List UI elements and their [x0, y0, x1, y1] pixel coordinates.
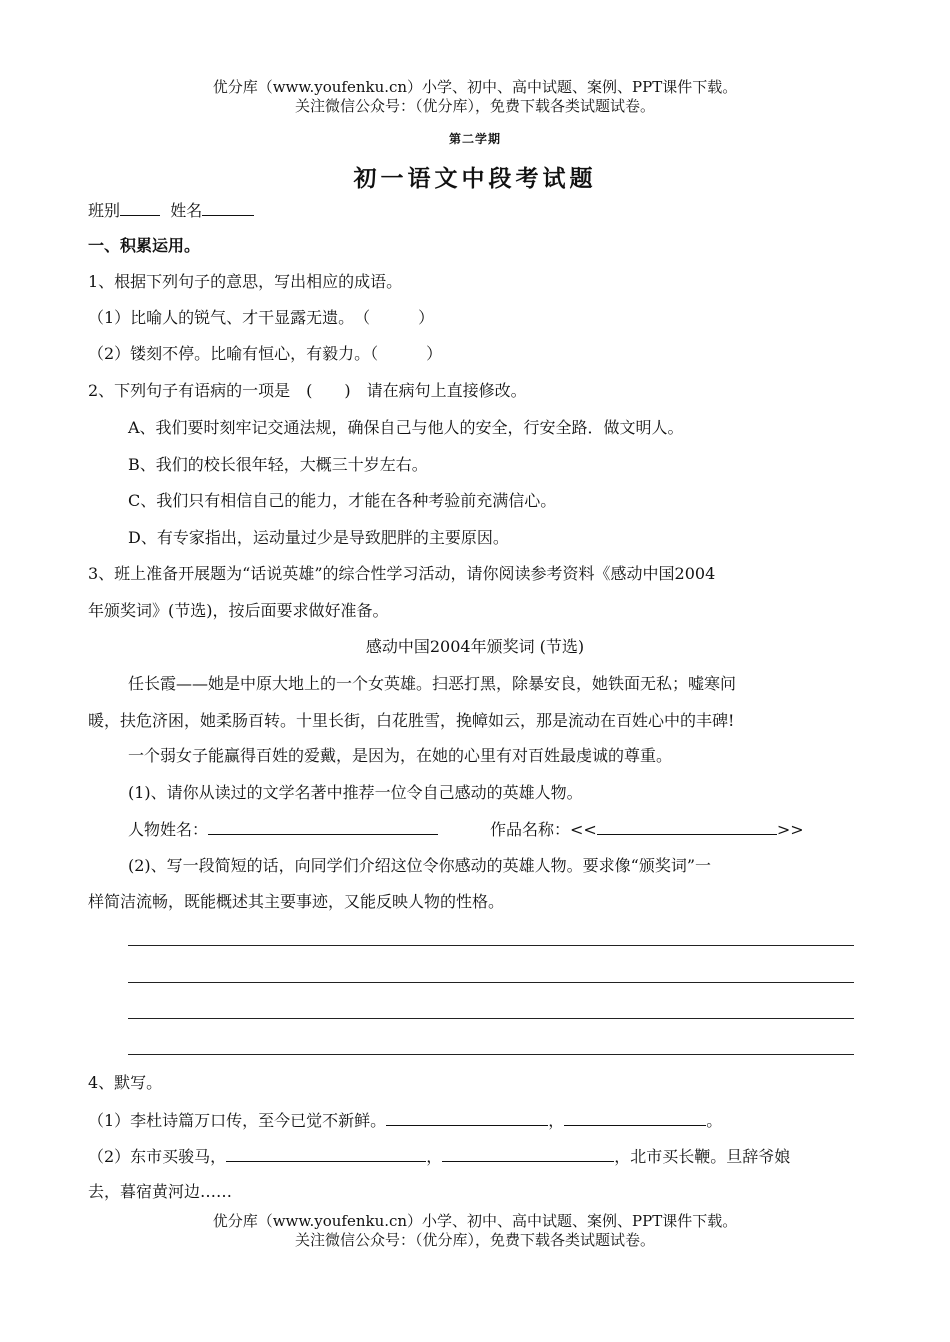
q4-item-1-blank-1[interactable]: [386, 1109, 548, 1126]
q3-stem-line-2: 年颁奖词》(节选)，按后面要求做好准备。: [88, 601, 389, 620]
q2-option-b: B、我们的校长很年轻，大概三十岁左右。: [128, 455, 428, 474]
person-name-label: 人物姓名：: [128, 820, 209, 839]
answer-line-3[interactable]: [128, 1018, 854, 1019]
q2-option-c: C、我们只有相信自己的能力，才能在各种考验前充满信心。: [128, 491, 557, 510]
q4-item-2-blank-2[interactable]: [442, 1145, 614, 1162]
work-title-close: >>: [776, 820, 804, 839]
answer-line-1[interactable]: [128, 945, 854, 946]
class-blank[interactable]: [120, 199, 160, 216]
q2-stem: 2、下列句子有语病的一项是 ( ) 请在病句上直接修改。: [88, 381, 527, 400]
reference-title: 感动中国2004年颁奖词 (节选): [365, 637, 585, 656]
reference-para-line-1: 任长霞——她是中原大地上的一个女英雄。扫恶打黑，除暴安良，她铁面无私；嘘寒问: [128, 674, 737, 693]
person-name-blank[interactable]: [208, 818, 438, 835]
section-1-heading: 一、积累运用。: [88, 236, 201, 255]
footer-line-2: 关注微信公众号：（优分库），免费下载各类试题试卷。: [294, 1231, 655, 1249]
reference-para-line-2: 暖，扶危济困，她柔肠百转。十里长街，白花胜雪，挽幛如云，那是流动在百姓心中的丰碑!: [88, 711, 735, 730]
q4-item-2-comma: ，: [426, 1147, 443, 1166]
reference-para-line-3: 一个弱女子能赢得百姓的爱戴，是因为，在她的心里有对百姓最虔诚的尊重。: [128, 746, 673, 765]
q4-item-2-end: ，北市买长鞭。旦辞爷娘: [614, 1147, 791, 1166]
q4-item-2-blank-1[interactable]: [226, 1145, 426, 1162]
q4-stem: 4、默写。: [88, 1073, 163, 1092]
answer-line-4[interactable]: [128, 1054, 854, 1055]
q4-item-1: [88, 1109, 722, 1132]
q2-option-d: D、有专家指出，运动量过少是导致肥胖的主要原因。: [128, 528, 509, 547]
q3-sub-2-line-2: 样简洁流畅，既能概述其主要事迹，又能反映人物的性格。: [88, 892, 505, 911]
name-label: 姓名: [170, 201, 203, 220]
q3-stem-line-1: 3、班上准备开展题为“话说英雄”的综合性学习活动，请你阅读参考资料《感动中国2004: [88, 564, 716, 583]
q1-stem: 1、根据下列句子的意思，写出相应的成语。: [88, 272, 403, 291]
q4-item-2: [88, 1145, 790, 1168]
header-line-2: 关注微信公众号：（优分库），免费下载各类试题试卷。: [294, 97, 655, 115]
q4-item-1-comma: ，: [548, 1111, 565, 1130]
student-info: [88, 199, 254, 222]
class-label: 班别: [88, 201, 121, 220]
semester-subtitle: 第二学期: [448, 132, 501, 146]
q4-item-1-period: 。: [706, 1111, 723, 1130]
q3-sub-1: (1)、请你从读过的文学名著中推荐一位令自己感动的英雄人物。: [128, 783, 583, 802]
q1-item-2: （2）镂刻不停。比喻有恒心，有毅力。（ ）: [88, 344, 443, 363]
footer-line-1: 优分库（www.youfenku.cn）小学、初中、高中试题、案例、PPT课件下载。: [212, 1212, 738, 1230]
q4-item-2-text: （2）东市买骏马，: [88, 1147, 227, 1166]
q2-option-a: A、我们要时刻牢记交通法规，确保自己与他人的安全，行安全路．做文明人。: [128, 418, 684, 437]
page-title: 初一语文中段考试题: [353, 165, 597, 192]
q4-item-1-text: （1）李杜诗篇万口传，至今已觉不新鲜。: [88, 1111, 387, 1130]
header-line-1: 优分库（www.youfenku.cn）小学、初中、高中试题、案例、PPT课件下载。: [212, 78, 738, 96]
person-name-row: [128, 818, 438, 841]
answer-line-2[interactable]: [128, 982, 854, 983]
work-title-row: [490, 818, 804, 841]
work-title-label: 作品名称：<<: [490, 820, 597, 839]
q4-item-2-line-2: 去，暮宿黄河边……: [88, 1182, 233, 1201]
work-title-blank[interactable]: [597, 818, 777, 835]
q3-sub-2-line-1: (2)、写一段简短的话，向同学们介绍这位令你感动的英雄人物。要求像“颁奖词”一: [128, 856, 712, 875]
name-blank[interactable]: [202, 199, 254, 216]
q4-item-1-blank-2[interactable]: [564, 1109, 706, 1126]
q1-item-1: （1）比喻人的锐气、才干显露无遗。 （ ）: [88, 308, 435, 327]
